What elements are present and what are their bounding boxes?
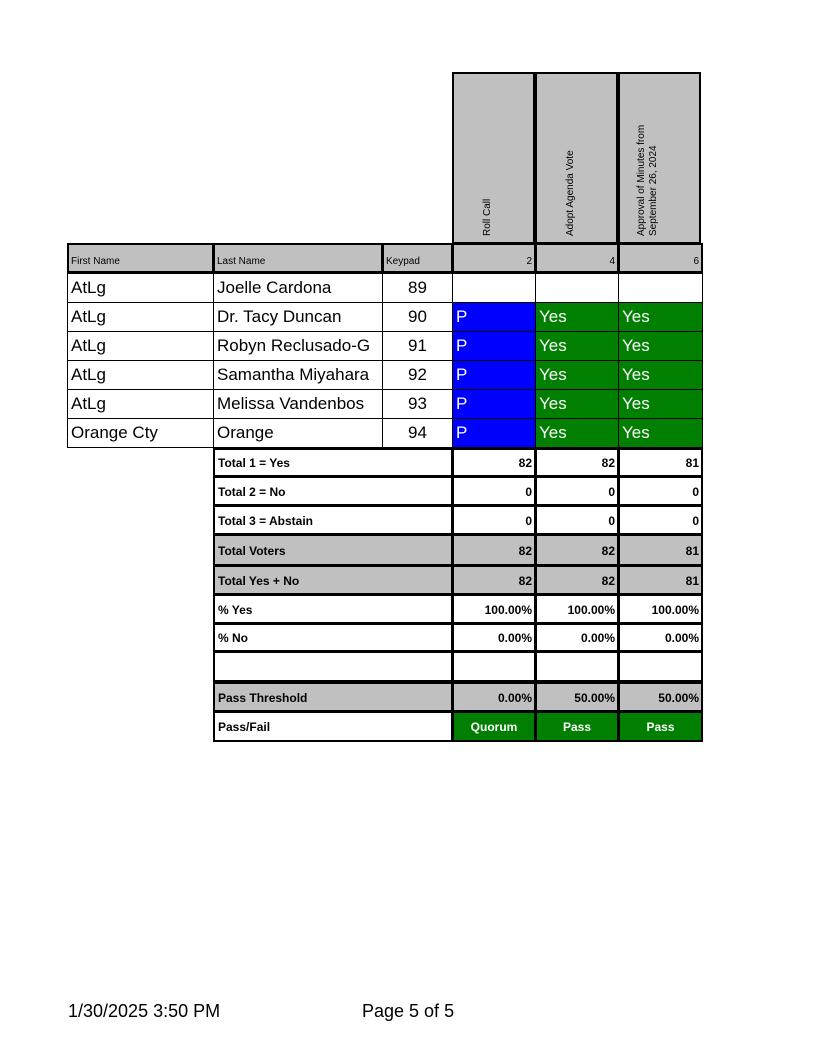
summary-label: % No [213,623,453,652]
last-name-cell: Melissa Vandenbos [213,389,383,419]
last-name-cell: Orange [213,418,383,448]
vote-cell [452,273,536,303]
vote-cell: Yes [535,302,619,332]
first-name-cell: AtLg [67,273,214,303]
summary-value: 0 [535,476,619,506]
summary-value: 82 [535,448,619,477]
footer-timestamp: 1/30/2025 3:50 PM [68,1001,221,1021]
vote-cell: P [452,418,536,448]
vote-cell: Yes [535,360,619,390]
keypad-cell: 90 [382,302,453,332]
vote-cell: Yes [535,331,619,361]
column-header-approval-minutes [618,72,701,244]
pass-fail-badge: Pass [618,711,703,742]
vote-cell: P [452,389,536,419]
summary-value: 81 [618,448,703,477]
summary-value [618,651,703,682]
header-vote-number: 4 [535,243,619,273]
first-name-cell: AtLg [67,360,214,390]
summary-value: 0 [535,505,619,535]
last-name-cell: Samantha Miyahara [213,360,383,390]
vote-cell: P [452,360,536,390]
summary-label: Total Voters [213,534,453,566]
summary-value: 100.00% [618,594,703,624]
summary-label: Total Yes + No [213,565,453,595]
keypad-cell: 89 [382,273,453,303]
keypad-cell: 93 [382,389,453,419]
summary-value: 81 [618,565,703,595]
vote-cell: P [452,302,536,332]
pass-fail-badge: Pass [535,711,619,742]
last-name-cell: Dr. Tacy Duncan [213,302,383,332]
vote-cell [618,273,703,303]
header-vote-number: 2 [452,243,536,273]
summary-value: 0.00% [452,681,536,712]
summary-value [535,651,619,682]
summary-value: 0 [618,505,703,535]
header-last-name: Last Name [213,243,383,273]
vote-cell: Yes [618,360,703,390]
vote-cell: Yes [618,302,703,332]
header-first-name: First Name [67,243,214,273]
vote-cell: Yes [535,389,619,419]
summary-label [213,651,453,682]
summary-label: Pass/Fail [213,711,453,742]
summary-value: 0.00% [452,623,536,652]
footer-page-number: Page 5 of 5 [362,1001,455,1021]
vote-cell: Yes [618,331,703,361]
last-name-cell: Joelle Cardona [213,273,383,303]
summary-label: Total 1 = Yes [213,448,453,477]
keypad-cell: 94 [382,418,453,448]
summary-value: 100.00% [535,594,619,624]
last-name-cell: Robyn Reclusado-G [213,331,383,361]
summary-value: 82 [452,565,536,595]
header-keypad: Keypad [382,243,453,273]
summary-value: 82 [452,448,536,477]
vote-cell: P [452,331,536,361]
summary-value: 100.00% [452,594,536,624]
header-vote-number: 6 [618,243,703,273]
first-name-cell: Orange Cty [67,418,214,448]
column-title: Adopt Agenda Vote [564,150,576,236]
summary-value: 0 [618,476,703,506]
summary-value: 82 [535,565,619,595]
summary-value: 0.00% [618,623,703,652]
summary-value: 0 [452,476,536,506]
vote-cell: Yes [618,418,703,448]
column-title: Approval of Minutes from September 26, 2024 [635,124,659,236]
summary-value: 0.00% [535,623,619,652]
first-name-cell: AtLg [67,389,214,419]
keypad-cell: 91 [382,331,453,361]
vote-cell: Yes [535,418,619,448]
first-name-cell: AtLg [67,302,214,332]
summary-label: Pass Threshold [213,681,453,712]
column-header-adopt-agenda [535,72,618,244]
summary-value: 50.00% [618,681,703,712]
keypad-cell: 92 [382,360,453,390]
first-name-cell: AtLg [67,331,214,361]
vote-cell [535,273,619,303]
summary-value: 81 [618,534,703,566]
pass-fail-badge: Quorum [452,711,536,742]
summary-label: Total 2 = No [213,476,453,506]
summary-label: % Yes [213,594,453,624]
vote-cell: Yes [618,389,703,419]
column-title: Roll Call [481,198,493,236]
column-header-roll-call [452,72,535,244]
summary-value: 0 [452,505,536,535]
summary-value: 82 [535,534,619,566]
summary-value: 50.00% [535,681,619,712]
summary-value [452,651,536,682]
summary-value: 82 [452,534,536,566]
summary-label: Total 3 = Abstain [213,505,453,535]
